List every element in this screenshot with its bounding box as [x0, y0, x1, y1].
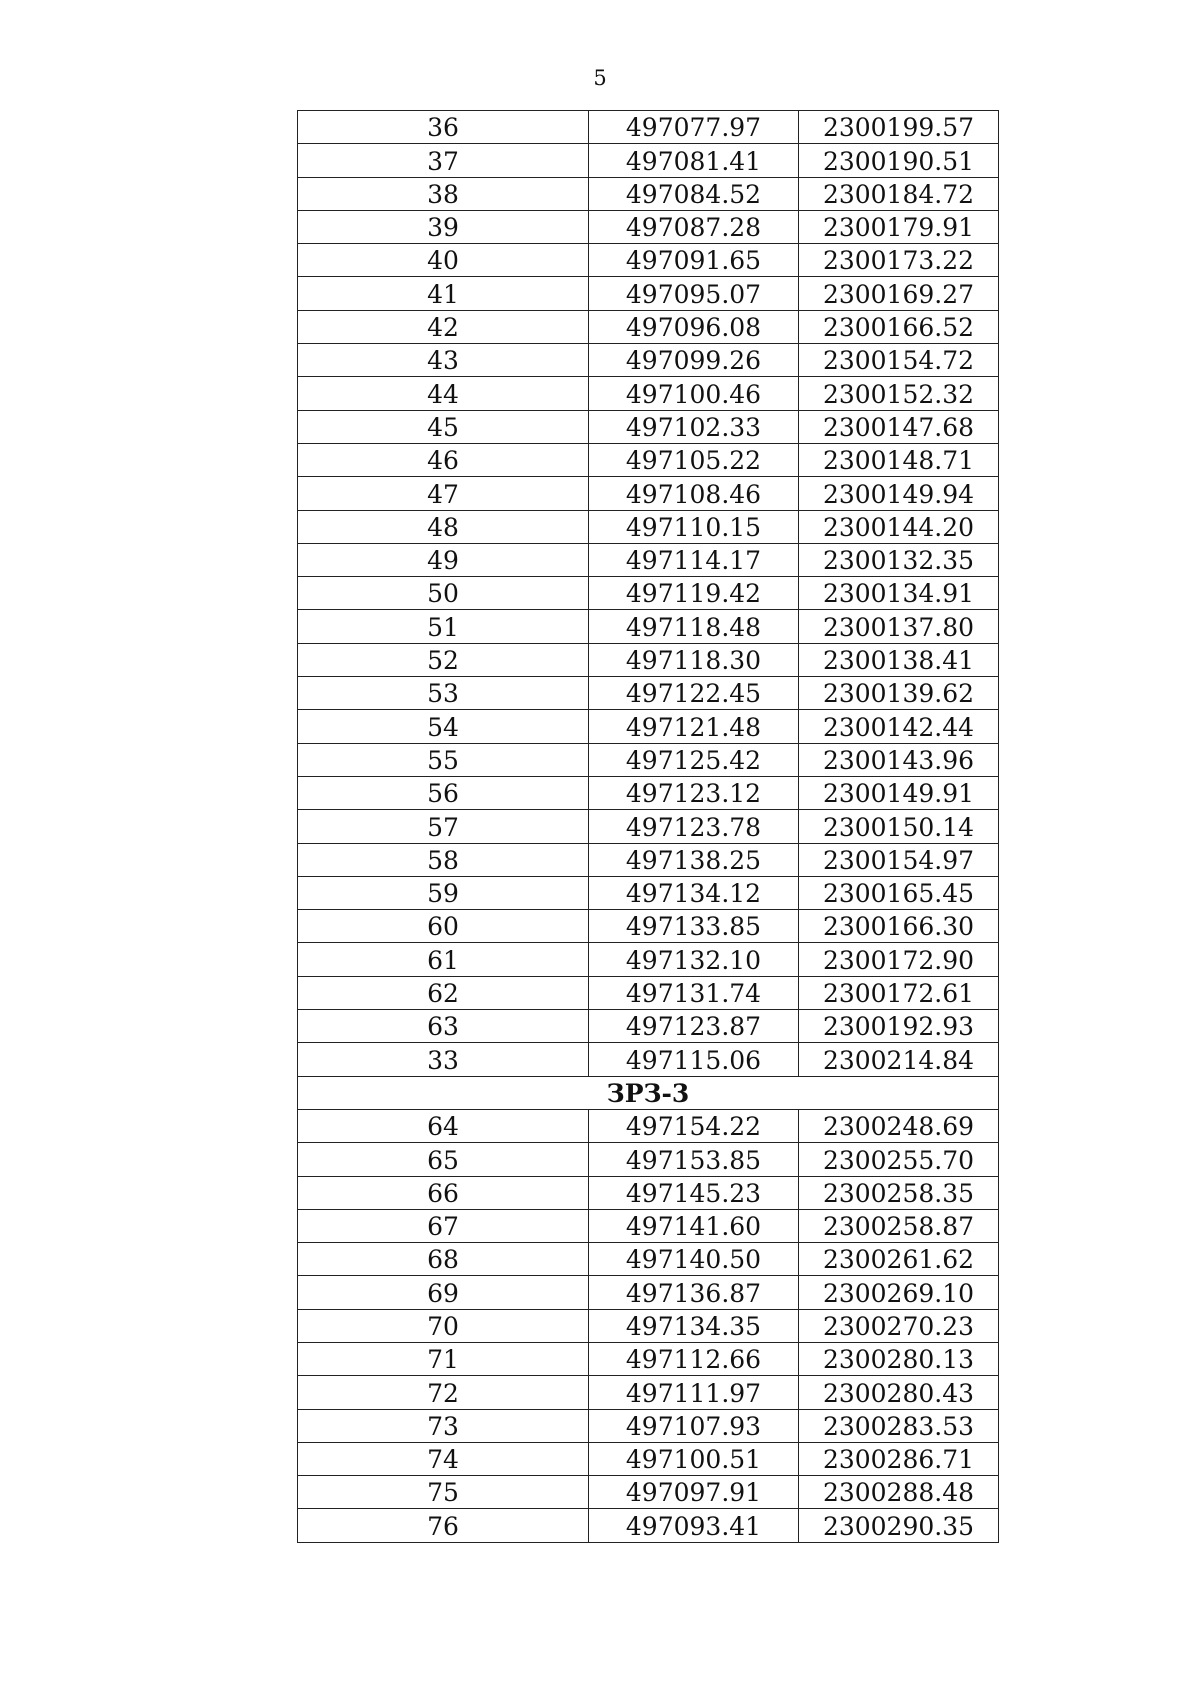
y-coordinate-cell: 2300280.13	[799, 1342, 999, 1375]
point-number-cell: 69	[298, 1276, 589, 1309]
table-row	[298, 1442, 999, 1475]
table-row	[298, 244, 999, 277]
x-coordinate-cell: 497097.91	[589, 1476, 799, 1509]
table-row	[298, 1209, 999, 1242]
point-number-cell: 61	[298, 943, 589, 976]
point-number-cell: 60	[298, 910, 589, 943]
table-row	[298, 144, 999, 177]
point-number-cell: 46	[298, 443, 589, 476]
y-coordinate-cell: 2300190.51	[799, 144, 999, 177]
table-row	[298, 410, 999, 443]
x-coordinate-cell: 497077.97	[589, 111, 799, 144]
x-coordinate-cell: 497154.22	[589, 1109, 799, 1142]
x-coordinate-cell: 497122.45	[589, 677, 799, 710]
table-row	[298, 843, 999, 876]
point-number-cell: 48	[298, 510, 589, 543]
table-row	[298, 277, 999, 310]
y-coordinate-cell: 2300172.90	[799, 943, 999, 976]
point-number-cell: 65	[298, 1143, 589, 1176]
page-number: 5	[593, 66, 607, 90]
x-coordinate-cell: 497118.48	[589, 610, 799, 643]
x-coordinate-cell: 497145.23	[589, 1176, 799, 1209]
y-coordinate-cell: 2300258.87	[799, 1209, 999, 1242]
x-coordinate-cell: 497114.17	[589, 543, 799, 576]
x-coordinate-cell: 497118.30	[589, 643, 799, 676]
table-row	[298, 1476, 999, 1509]
x-coordinate-cell: 497111.97	[589, 1376, 799, 1409]
x-coordinate-cell: 497136.87	[589, 1276, 799, 1309]
point-number-cell: 47	[298, 477, 589, 510]
table-row	[298, 743, 999, 776]
y-coordinate-cell: 2300147.68	[799, 410, 999, 443]
table-row	[298, 1243, 999, 1276]
y-coordinate-cell: 2300286.71	[799, 1442, 999, 1475]
y-coordinate-cell: 2300172.61	[799, 976, 999, 1009]
y-coordinate-cell: 2300283.53	[799, 1409, 999, 1442]
x-coordinate-cell: 497123.87	[589, 1010, 799, 1043]
x-coordinate-cell: 497095.07	[589, 277, 799, 310]
y-coordinate-cell: 2300184.72	[799, 177, 999, 210]
point-number-cell: 49	[298, 543, 589, 576]
coordinates-table	[297, 110, 999, 1543]
point-number-cell: 37	[298, 144, 589, 177]
point-number-cell: 75	[298, 1476, 589, 1509]
table-row	[298, 1309, 999, 1342]
y-coordinate-cell: 2300150.14	[799, 810, 999, 843]
table-row	[298, 1276, 999, 1309]
point-number-cell: 64	[298, 1109, 589, 1142]
y-coordinate-cell: 2300166.52	[799, 310, 999, 343]
y-coordinate-cell: 2300149.91	[799, 776, 999, 809]
y-coordinate-cell: 2300138.41	[799, 643, 999, 676]
x-coordinate-cell: 497141.60	[589, 1209, 799, 1242]
y-coordinate-cell: 2300258.35	[799, 1176, 999, 1209]
point-number-cell: 44	[298, 377, 589, 410]
x-coordinate-cell: 497123.78	[589, 810, 799, 843]
y-coordinate-cell: 2300154.72	[799, 344, 999, 377]
table-row	[298, 477, 999, 510]
y-coordinate-cell: 2300142.44	[799, 710, 999, 743]
x-coordinate-cell: 497134.35	[589, 1309, 799, 1342]
table-row	[298, 610, 999, 643]
point-number-cell: 43	[298, 344, 589, 377]
table-row	[298, 1143, 999, 1176]
y-coordinate-cell: 2300214.84	[799, 1043, 999, 1076]
point-number-cell: 45	[298, 410, 589, 443]
table-row	[298, 1509, 999, 1542]
x-coordinate-cell: 497153.85	[589, 1143, 799, 1176]
point-number-cell: 74	[298, 1442, 589, 1475]
table-row	[298, 976, 999, 1009]
point-number-cell: 40	[298, 244, 589, 277]
point-number-cell: 57	[298, 810, 589, 843]
table-row	[298, 510, 999, 543]
point-number-cell: 56	[298, 776, 589, 809]
y-coordinate-cell: 2300132.35	[799, 543, 999, 576]
table-row	[298, 876, 999, 909]
table-row	[298, 1010, 999, 1043]
point-number-cell: 72	[298, 1376, 589, 1409]
x-coordinate-cell: 497131.74	[589, 976, 799, 1009]
point-number-cell: 52	[298, 643, 589, 676]
table-row	[298, 443, 999, 476]
y-coordinate-cell: 2300269.10	[799, 1276, 999, 1309]
table-row	[298, 377, 999, 410]
y-coordinate-cell: 2300288.48	[799, 1476, 999, 1509]
table-row	[298, 643, 999, 676]
table-row	[298, 677, 999, 710]
table-row	[298, 776, 999, 809]
x-coordinate-cell: 497087.28	[589, 210, 799, 243]
y-coordinate-cell: 2300137.80	[799, 610, 999, 643]
table-row	[298, 910, 999, 943]
point-number-cell: 62	[298, 976, 589, 1009]
x-coordinate-cell: 497138.25	[589, 843, 799, 876]
coordinates-table-body	[298, 111, 999, 1543]
x-coordinate-cell: 497102.33	[589, 410, 799, 443]
section-title: ЗРЗ-3	[298, 1076, 999, 1109]
y-coordinate-cell: 2300248.69	[799, 1109, 999, 1142]
y-coordinate-cell: 2300144.20	[799, 510, 999, 543]
y-coordinate-cell: 2300165.45	[799, 876, 999, 909]
table-row	[298, 177, 999, 210]
x-coordinate-cell: 497112.66	[589, 1342, 799, 1375]
point-number-cell: 36	[298, 111, 589, 144]
x-coordinate-cell: 497084.52	[589, 177, 799, 210]
point-number-cell: 33	[298, 1043, 589, 1076]
y-coordinate-cell: 2300166.30	[799, 910, 999, 943]
y-coordinate-cell: 2300290.35	[799, 1509, 999, 1542]
y-coordinate-cell: 2300139.62	[799, 677, 999, 710]
y-coordinate-cell: 2300134.91	[799, 577, 999, 610]
table-row	[298, 810, 999, 843]
x-coordinate-cell: 497134.12	[589, 876, 799, 909]
table-row	[298, 1342, 999, 1375]
y-coordinate-cell: 2300152.32	[799, 377, 999, 410]
table-row	[298, 111, 999, 144]
y-coordinate-cell: 2300255.70	[799, 1143, 999, 1176]
x-coordinate-cell: 497132.10	[589, 943, 799, 976]
x-coordinate-cell: 497081.41	[589, 144, 799, 177]
point-number-cell: 63	[298, 1010, 589, 1043]
y-coordinate-cell: 2300270.23	[799, 1309, 999, 1342]
point-number-cell: 67	[298, 1209, 589, 1242]
y-coordinate-cell: 2300261.62	[799, 1243, 999, 1276]
point-number-cell: 70	[298, 1309, 589, 1342]
x-coordinate-cell: 497115.06	[589, 1043, 799, 1076]
x-coordinate-cell: 497093.41	[589, 1509, 799, 1542]
point-number-cell: 73	[298, 1409, 589, 1442]
point-number-cell: 41	[298, 277, 589, 310]
y-coordinate-cell: 2300148.71	[799, 443, 999, 476]
table-row	[298, 543, 999, 576]
point-number-cell: 66	[298, 1176, 589, 1209]
table-row	[298, 310, 999, 343]
point-number-cell: 76	[298, 1509, 589, 1542]
y-coordinate-cell: 2300192.93	[799, 1010, 999, 1043]
point-number-cell: 53	[298, 677, 589, 710]
point-number-cell: 54	[298, 710, 589, 743]
table-row	[298, 1376, 999, 1409]
table-row	[298, 1176, 999, 1209]
y-coordinate-cell: 2300173.22	[799, 244, 999, 277]
point-number-cell: 55	[298, 743, 589, 776]
x-coordinate-cell: 497140.50	[589, 1243, 799, 1276]
x-coordinate-cell: 497110.15	[589, 510, 799, 543]
point-number-cell: 39	[298, 210, 589, 243]
point-number-cell: 50	[298, 577, 589, 610]
y-coordinate-cell: 2300169.27	[799, 277, 999, 310]
x-coordinate-cell: 497108.46	[589, 477, 799, 510]
table-row	[298, 210, 999, 243]
y-coordinate-cell: 2300143.96	[799, 743, 999, 776]
y-coordinate-cell: 2300149.94	[799, 477, 999, 510]
y-coordinate-cell: 2300280.43	[799, 1376, 999, 1409]
x-coordinate-cell: 497123.12	[589, 776, 799, 809]
x-coordinate-cell: 497121.48	[589, 710, 799, 743]
table-row	[298, 344, 999, 377]
point-number-cell: 58	[298, 843, 589, 876]
x-coordinate-cell: 497133.85	[589, 910, 799, 943]
table-row	[298, 1109, 999, 1142]
point-number-cell: 59	[298, 876, 589, 909]
x-coordinate-cell: 497100.51	[589, 1442, 799, 1475]
point-number-cell: 38	[298, 177, 589, 210]
x-coordinate-cell: 497100.46	[589, 377, 799, 410]
x-coordinate-cell: 497105.22	[589, 443, 799, 476]
table-row	[298, 710, 999, 743]
table-row	[298, 577, 999, 610]
table-row	[298, 943, 999, 976]
x-coordinate-cell: 497091.65	[589, 244, 799, 277]
table-row	[298, 1043, 999, 1076]
x-coordinate-cell: 497119.42	[589, 577, 799, 610]
y-coordinate-cell: 2300199.57	[799, 111, 999, 144]
point-number-cell: 68	[298, 1243, 589, 1276]
table-row	[298, 1409, 999, 1442]
x-coordinate-cell: 497125.42	[589, 743, 799, 776]
x-coordinate-cell: 497096.08	[589, 310, 799, 343]
x-coordinate-cell: 497107.93	[589, 1409, 799, 1442]
y-coordinate-cell: 2300179.91	[799, 210, 999, 243]
point-number-cell: 71	[298, 1342, 589, 1375]
point-number-cell: 51	[298, 610, 589, 643]
y-coordinate-cell: 2300154.97	[799, 843, 999, 876]
section-row	[298, 1076, 999, 1109]
point-number-cell: 42	[298, 310, 589, 343]
x-coordinate-cell: 497099.26	[589, 344, 799, 377]
